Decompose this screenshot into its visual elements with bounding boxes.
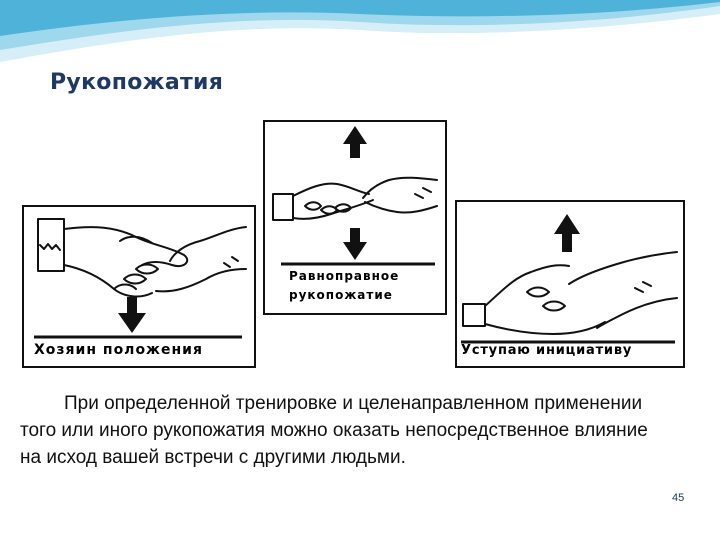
figure-dominant-handshake xyxy=(22,205,256,368)
caption-dominant: Хозяин положения xyxy=(34,342,203,358)
figure-equal-handshake xyxy=(263,120,447,315)
arrow-down-icon xyxy=(343,228,367,260)
caption-submissive: Уступаю инициативу xyxy=(461,343,633,358)
arrow-up-icon xyxy=(343,126,367,158)
handshake-submissive-illustration xyxy=(457,202,683,366)
page-number: 45 xyxy=(672,492,685,504)
arrow-up-icon xyxy=(554,214,580,252)
figure-submissive-handshake xyxy=(455,200,685,368)
caption-equal: Равноправное рукопожатие xyxy=(289,269,400,302)
arrow-down-icon xyxy=(118,297,146,333)
header-wave-decoration xyxy=(0,0,720,80)
page-title: Рукопожатия xyxy=(50,70,224,95)
body-paragraph: При определенной тренировке и целенаправленном применении того или иного рукопожатия можно оказать непосредственное влияние на исход вашей встречи с другими людьми. xyxy=(20,393,648,468)
